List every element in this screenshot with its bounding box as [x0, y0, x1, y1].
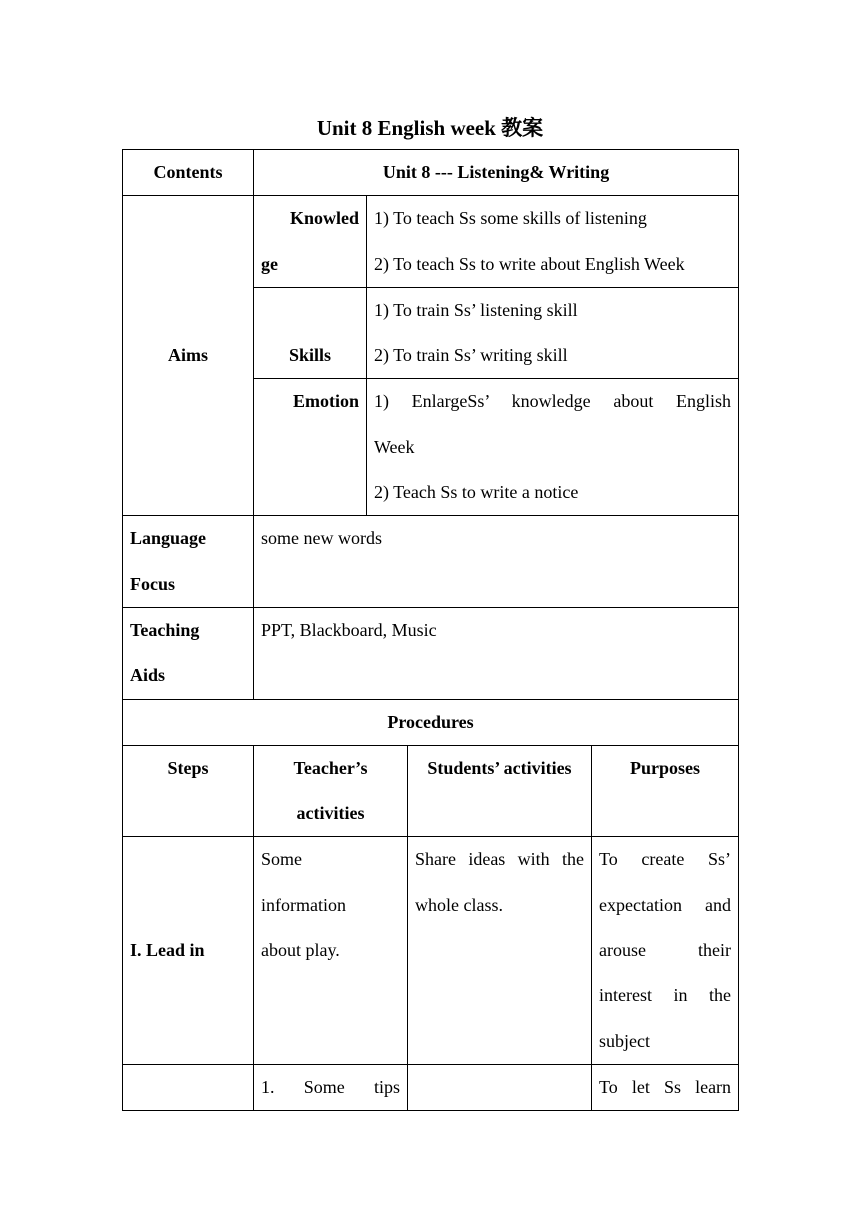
contents-value: Unit 8 --- Listening& Writing — [254, 150, 739, 196]
teacher-line: 1. Some tips — [261, 1076, 400, 1097]
procedures-header-row — [123, 745, 739, 837]
knowledge-label — [254, 196, 367, 288]
skills-label-text: Skills — [288, 345, 332, 366]
language-focus-label — [123, 516, 254, 608]
teaching-aids-label-line1: Teaching — [130, 619, 200, 640]
teaching-aids-row — [123, 607, 739, 699]
lead-in-row — [123, 837, 739, 1064]
purposes-line: To let Ss learn — [599, 1076, 732, 1097]
language-focus-label-line2: Focus — [130, 573, 175, 594]
tips-teacher — [254, 1064, 408, 1110]
teacher-line: about play. — [261, 940, 340, 961]
purposes-header: Purposes — [592, 745, 739, 837]
emotion-items — [367, 379, 739, 516]
emotion-item-line: 1) EnlargeSs’ knowledge about English — [374, 391, 732, 412]
knowledge-label-line2: ge — [261, 253, 278, 274]
teacher-line: information — [261, 894, 346, 915]
tips-purposes — [592, 1064, 739, 1110]
steps-header: Steps — [123, 745, 254, 837]
language-focus-label-line1: Language — [130, 528, 207, 549]
teacher-header-line1: Teacher’s — [293, 757, 368, 778]
skills-label — [254, 287, 367, 379]
tips-row — [123, 1064, 739, 1110]
knowledge-items — [367, 196, 739, 288]
teacher-activities-header — [254, 745, 408, 837]
students-line: whole class. — [415, 894, 503, 915]
knowledge-item: 1) To teach Ss some skills of listening — [374, 208, 647, 229]
lead-in-students — [408, 837, 592, 1064]
purposes-line: arouse their — [599, 940, 732, 961]
tips-step — [123, 1064, 254, 1110]
lead-in-purposes — [592, 837, 739, 1064]
teaching-aids-label — [123, 607, 254, 699]
contents-label: Contents — [123, 150, 254, 196]
skills-items — [367, 287, 739, 379]
document-title: Unit 8 English week 教案 — [316, 116, 544, 140]
students-activities-header: Students’ activities — [408, 745, 592, 837]
procedures-row — [123, 699, 739, 745]
knowledge-item: 2) To teach Ss to write about English Week — [374, 253, 685, 274]
knowledge-label-line1: Knowled — [289, 208, 359, 229]
teacher-header-line2: activities — [296, 803, 365, 824]
skills-item: 2) To train Ss’ writing skill — [374, 345, 568, 366]
purposes-line: interest in the — [599, 985, 732, 1006]
lead-in-step: I. Lead in — [123, 837, 254, 1064]
teaching-aids-label-line2: Aids — [130, 665, 166, 686]
aims-knowledge-row — [123, 196, 739, 288]
aims-label: Aims — [123, 196, 254, 516]
emotion-item-line: Week — [374, 436, 415, 457]
teacher-line: Some — [261, 849, 303, 870]
purposes-line: To create Ss’ — [599, 849, 732, 870]
lead-in-teacher — [254, 837, 408, 1064]
contents-row — [123, 150, 739, 196]
lesson-plan-table — [122, 149, 739, 1111]
students-line: Share ideas with the — [415, 849, 584, 870]
procedures-heading: Procedures — [123, 699, 739, 745]
purposes-line: expectation and — [599, 894, 732, 915]
purposes-line: subject — [599, 1030, 650, 1051]
language-focus-value: some new words — [254, 516, 739, 608]
language-focus-row — [123, 516, 739, 608]
emotion-item-line: 2) Teach Ss to write a notice — [374, 482, 579, 503]
skills-item: 1) To train Ss’ listening skill — [374, 299, 578, 320]
tips-students — [408, 1064, 592, 1110]
teaching-aids-value: PPT, Blackboard, Music — [254, 607, 739, 699]
emotion-label: Emotion — [254, 379, 367, 516]
